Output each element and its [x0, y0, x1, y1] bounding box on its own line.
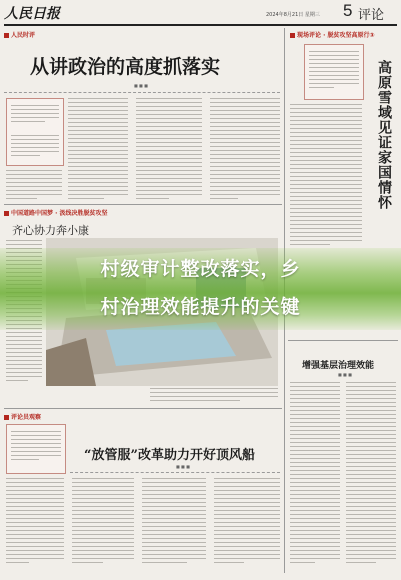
byline: ■ ■ ■ [176, 464, 190, 469]
newspaper-logo: 人民日报 [4, 6, 60, 22]
photo-caption [150, 388, 278, 404]
article-body [72, 478, 134, 566]
pull-quote-text [11, 431, 61, 463]
pull-quote-text [11, 105, 59, 125]
column-tag: 人民时评 [4, 30, 35, 39]
publication-date: 2024年8月21日 星期三 [266, 12, 320, 18]
section-headline: “放管服”改革助力开好顶风船 [84, 448, 255, 463]
section-headline: 齐心协力奔小康 [12, 224, 89, 237]
headline-rule [70, 472, 280, 473]
article-body [6, 170, 62, 202]
tag-square-icon [4, 415, 9, 420]
article-body [6, 478, 64, 566]
lead-headline: 从讲政治的高度抓落实 [30, 56, 221, 78]
section-tag: 评论员观察 [4, 412, 41, 421]
pull-quote-text [309, 51, 359, 91]
section-name: 评论 [358, 8, 385, 23]
article-body [68, 98, 128, 202]
byline: ■ ■ ■ [134, 83, 148, 88]
article-body [214, 478, 280, 566]
headline-rule [4, 92, 280, 93]
page-number: 5 [343, 1, 353, 20]
article-body [210, 98, 280, 202]
pull-quote-box [6, 424, 66, 474]
section-tag: 现场评论 · 脱贫攻坚高原行③ [290, 30, 375, 39]
section-divider [4, 408, 282, 409]
pull-quote-text [11, 135, 59, 159]
article-body [290, 104, 362, 248]
pull-quote-box [304, 44, 364, 100]
vertical-headline: 高原雪域见证家国情怀 [376, 60, 392, 210]
overlay-title-line-2: 村治理效能提升的关键 [100, 296, 301, 318]
pull-quote-box [6, 98, 64, 166]
tag-square-icon [4, 211, 9, 216]
article-body [142, 478, 206, 566]
section-divider [4, 204, 282, 205]
tag-square-icon [4, 33, 9, 38]
masthead [4, 2, 397, 26]
byline: ■ ■ ■ [338, 372, 352, 377]
article-body [346, 382, 396, 566]
article-body [290, 382, 340, 566]
headline-overlay-banner [0, 248, 401, 330]
section-headline: 增强基层治理效能 [302, 361, 375, 371]
section-divider [288, 340, 398, 341]
section-tag: 中国道路中国梦 · 汲线决胜脱贫攻坚 [4, 208, 107, 217]
article-body [136, 98, 202, 202]
overlay-title-line-1: 村级审计整改落实，乡 [100, 258, 301, 280]
tag-square-icon [290, 33, 295, 38]
